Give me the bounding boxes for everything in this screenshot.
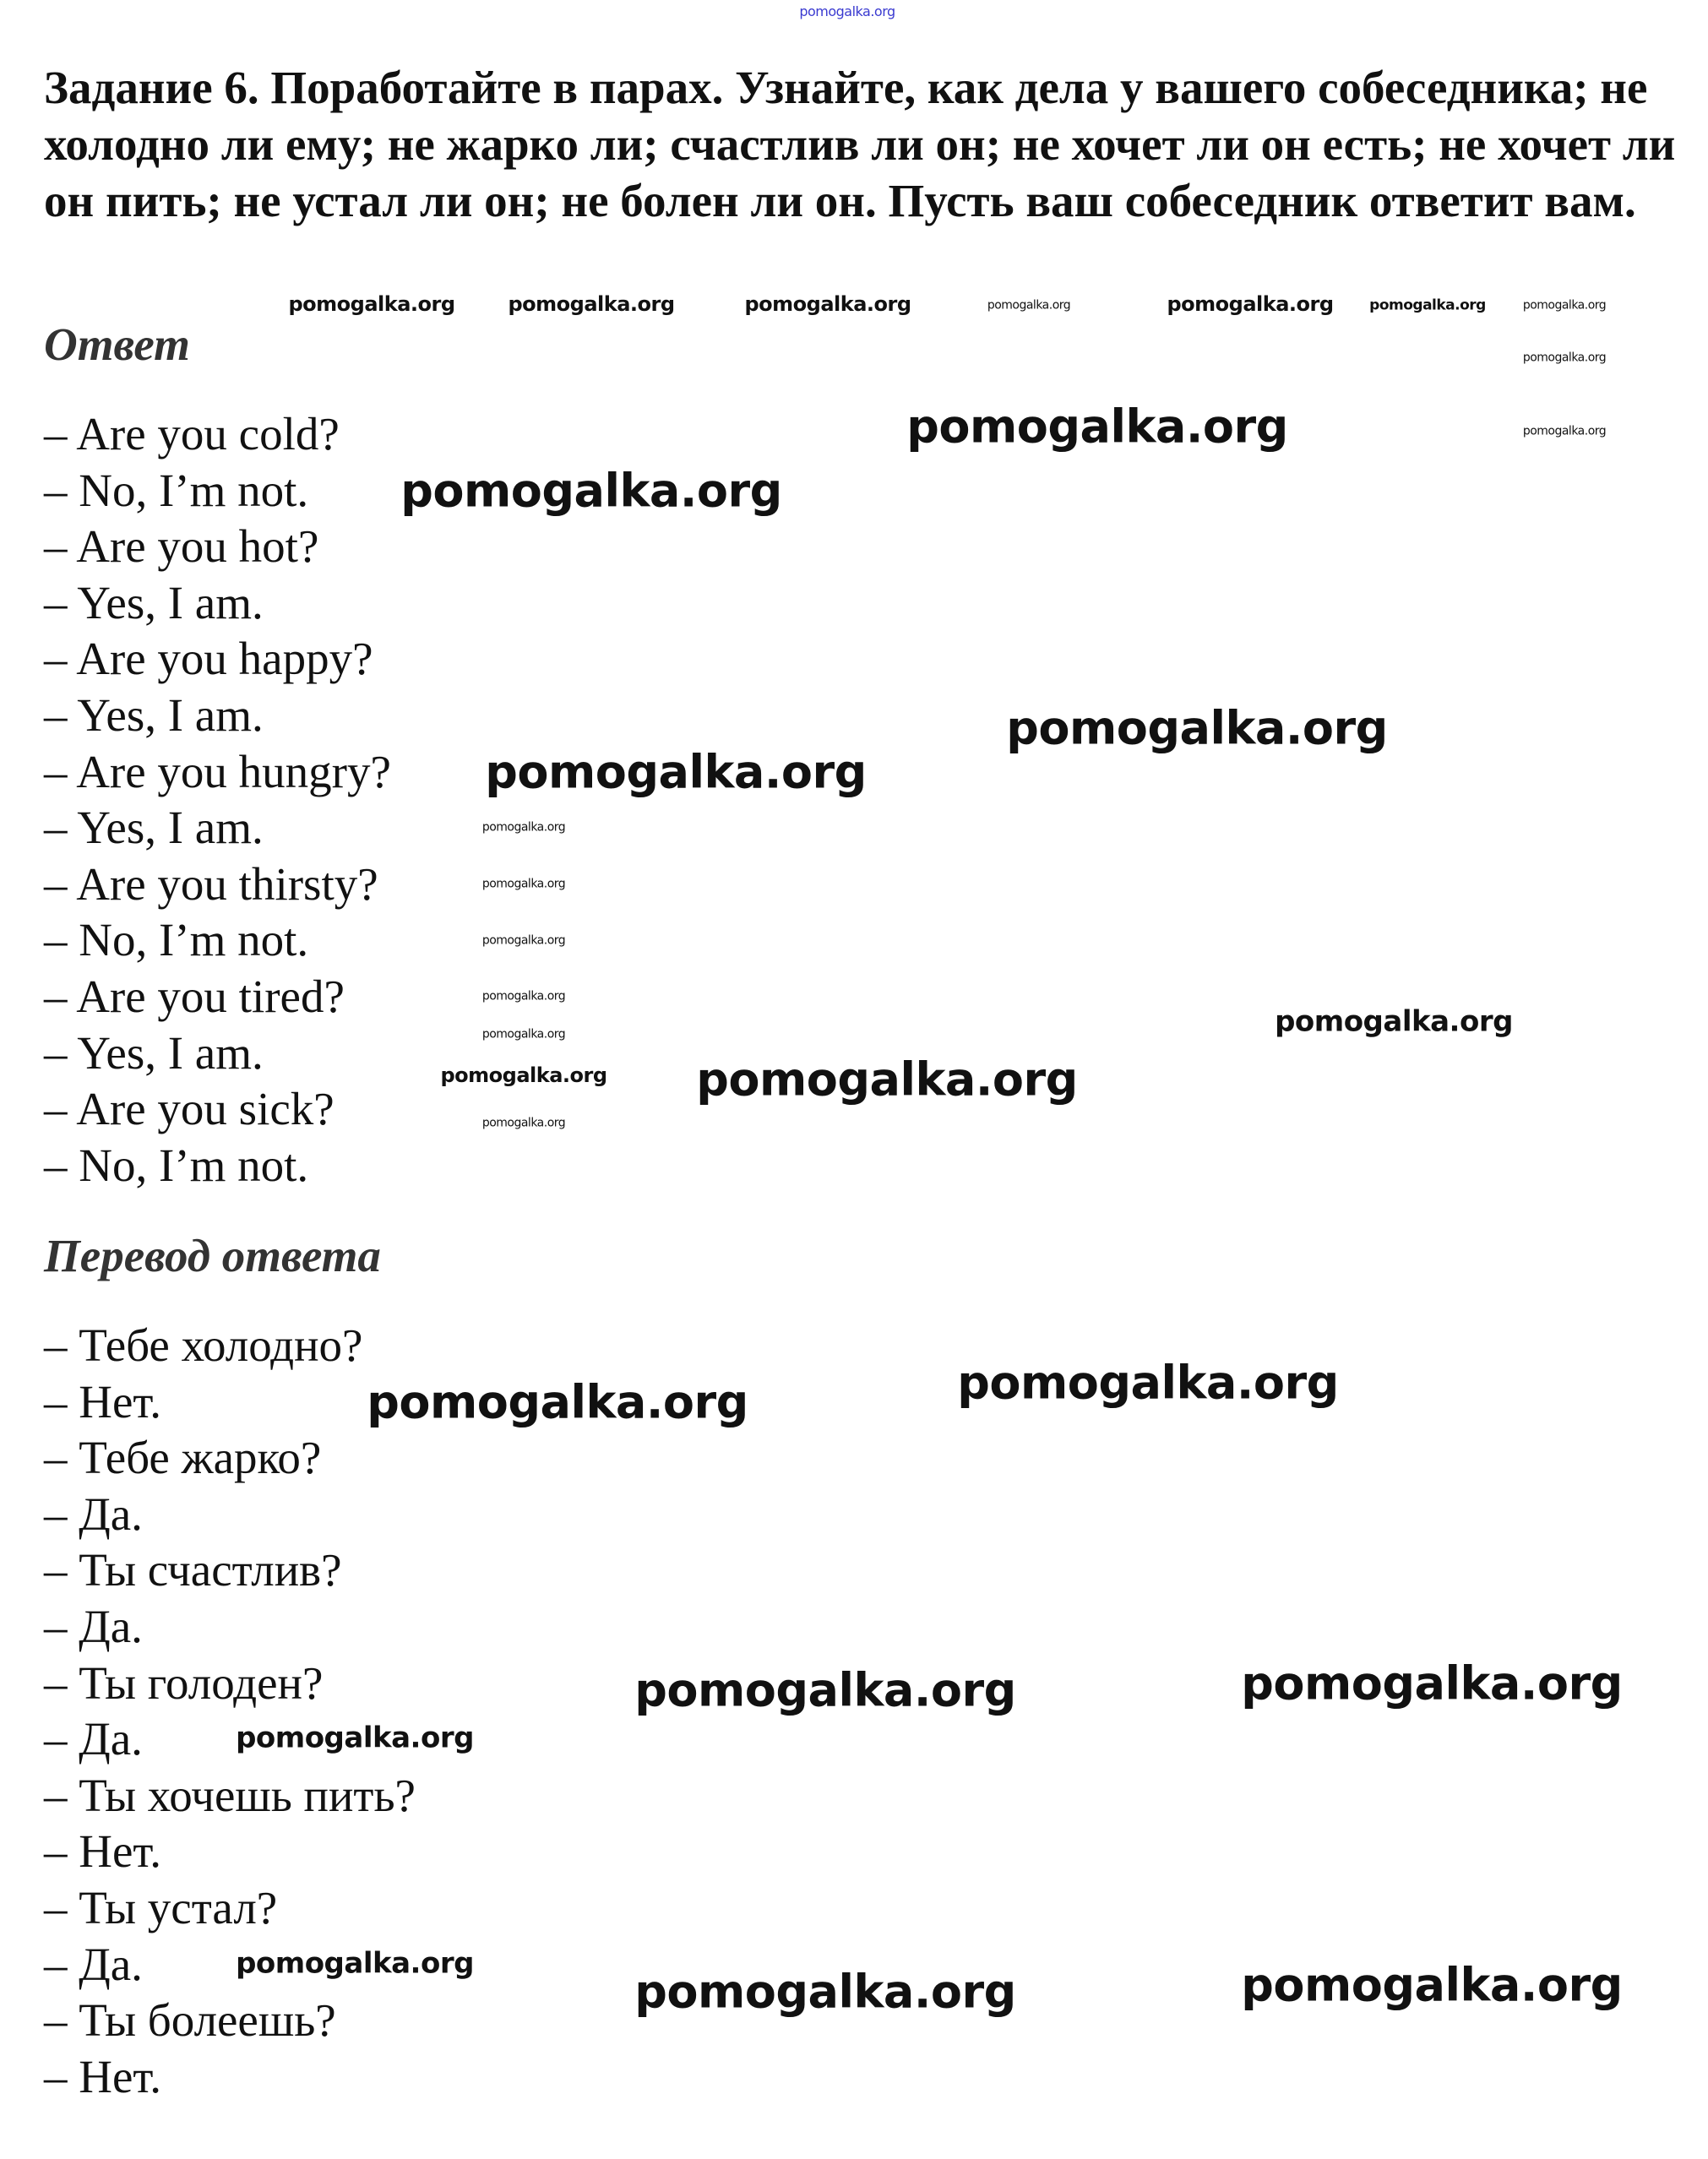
translation-list xyxy=(44,1318,416,2105)
answer-line: – Are you hot? xyxy=(44,520,319,573)
watermark: pomogalka.org xyxy=(508,291,675,316)
watermark: pomogalka.org xyxy=(481,1027,566,1041)
watermark: pomogalka.org xyxy=(957,1356,1339,1410)
watermark: pomogalka.org xyxy=(906,400,1288,454)
watermark: pomogalka.org xyxy=(1275,1004,1513,1039)
watermark: pomogalka.org xyxy=(744,291,911,316)
answer-line: – Yes, I am. xyxy=(44,688,264,741)
watermark: pomogalka.org xyxy=(236,1721,474,1755)
translation-line: – Нет. xyxy=(44,1375,162,1428)
answer-line: – Are you thirsty? xyxy=(44,857,378,910)
watermark: pomogalka.org xyxy=(400,464,782,518)
translation-line: – Ты устал? xyxy=(44,1881,278,1933)
watermark: pomogalka.org xyxy=(481,820,566,835)
answer-line: – Are you tired? xyxy=(44,970,345,1022)
translation-line: – Да. xyxy=(44,1938,143,1990)
watermark: pomogalka.org xyxy=(1522,424,1607,438)
translation-line: – Нет. xyxy=(44,1825,162,1878)
answer-line: – Are you happy? xyxy=(44,633,373,685)
answer-line: – No, I’m not. xyxy=(44,1139,309,1191)
watermark: pomogalka.org xyxy=(696,1052,1078,1107)
translation-heading: Перевод ответа xyxy=(44,1230,381,1281)
watermark: pomogalka.org xyxy=(1167,291,1334,316)
answer-line: – Are you sick? xyxy=(44,1083,335,1135)
watermark: pomogalka.org xyxy=(634,1965,1016,2019)
translation-line: – Тебе холодно? xyxy=(44,1319,363,1371)
translation-line: – Ты хочешь пить? xyxy=(44,1769,416,1821)
watermark: pomogalka.org xyxy=(481,933,566,948)
watermark: pomogalka.org xyxy=(1241,1958,1623,2012)
answer-line: – Yes, I am. xyxy=(44,1026,264,1079)
task-text: Задание 6. Поработайте в парах. Узнайте, как дела у вашего собеседника; не холодно ли ему; не жарко ли; счастлив ли он; не хочет ли он есть; не хочет ли он пить; не устал ли он; не болен ли он. Пусть ваш собеседник ответит вам. xyxy=(44,62,1676,226)
translation-line: – Нет. xyxy=(44,2050,162,2102)
watermark: pomogalka.org xyxy=(1522,351,1607,365)
translation-line: – Ты счастлив? xyxy=(44,1544,342,1596)
answer-list xyxy=(44,406,391,1194)
watermark: pomogalka.org xyxy=(481,989,566,1003)
watermark-top: pomogalka.org xyxy=(799,3,895,20)
translation-line: – Тебе жарко? xyxy=(44,1432,322,1484)
watermark: pomogalka.org xyxy=(1369,296,1486,314)
translation-line: – Ты голоден? xyxy=(44,1656,324,1709)
answer-line: – Are you cold? xyxy=(44,408,340,460)
watermark: pomogalka.org xyxy=(987,298,1071,313)
translation-line: – Да. xyxy=(44,1487,143,1540)
watermark: pomogalka.org xyxy=(1006,701,1388,755)
watermark: pomogalka.org xyxy=(481,877,566,891)
watermark: pomogalka.org xyxy=(1522,298,1607,313)
translation-line: – Да. xyxy=(44,1713,143,1765)
watermark: pomogalka.org xyxy=(288,291,455,316)
watermark: pomogalka.org xyxy=(440,1063,607,1087)
watermark: pomogalka.org xyxy=(634,1663,1016,1717)
answer-line: – Are you hungry? xyxy=(44,745,391,797)
translation-line: – Ты болеешь? xyxy=(44,1994,336,2047)
watermark: pomogalka.org xyxy=(367,1375,748,1429)
answer-line: – Yes, I am. xyxy=(44,576,264,628)
watermark: pomogalka.org xyxy=(481,1116,566,1130)
answer-line: – No, I’m not. xyxy=(44,914,309,966)
answer-heading: Ответ xyxy=(44,318,190,370)
translation-line: – Да. xyxy=(44,1600,143,1652)
answer-line: – No, I’m not. xyxy=(44,464,309,516)
watermark: pomogalka.org xyxy=(236,1946,474,1981)
watermark: pomogalka.org xyxy=(485,745,867,799)
watermark: pomogalka.org xyxy=(1241,1656,1623,1710)
answer-line: – Yes, I am. xyxy=(44,802,264,854)
